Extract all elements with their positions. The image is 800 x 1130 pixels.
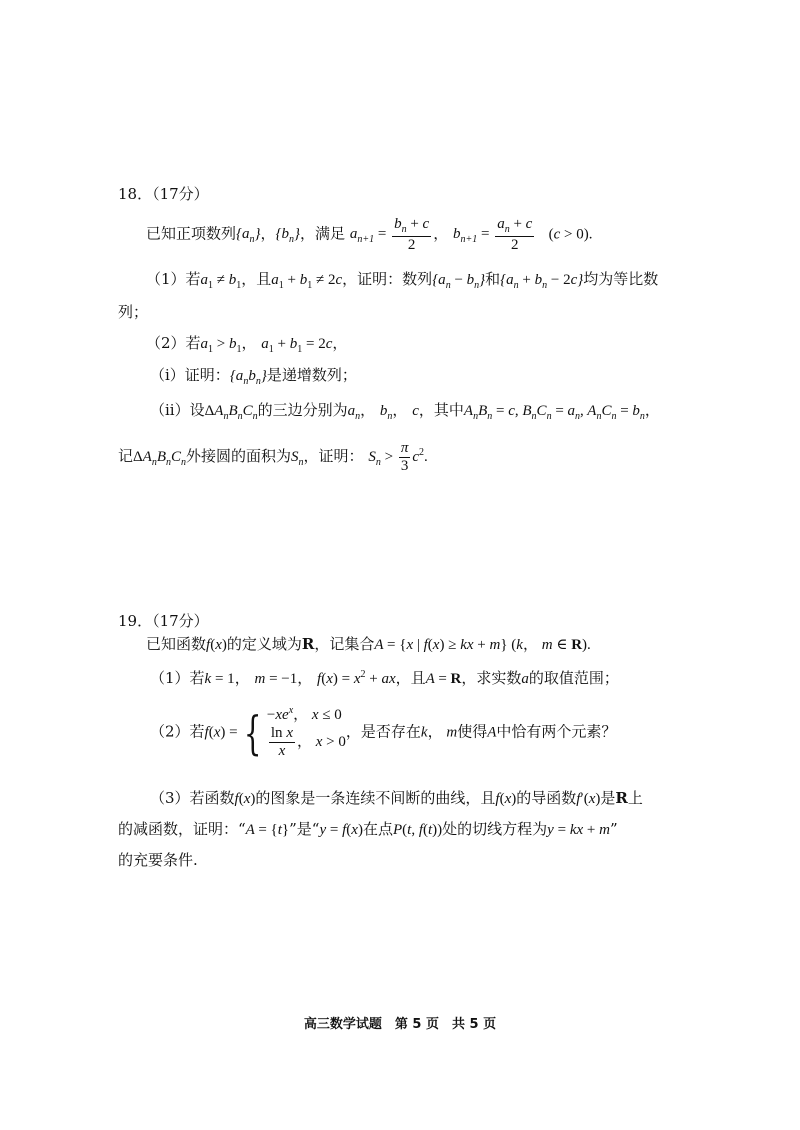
text: ”是“: [289, 820, 320, 838]
text: 的减函数，证明：“: [118, 820, 246, 838]
text: ，且: [241, 270, 272, 288]
text: ，且: [395, 669, 426, 687]
seq-b: $\{b_n\}$: [275, 226, 301, 246]
text: （3）若函数: [150, 789, 235, 807]
text: ，证明：数列: [342, 270, 433, 288]
q18-satisfy: 满足: [315, 224, 346, 243]
q18-part1-lead: （1）若: [146, 270, 201, 288]
q18-part1-wrap: 列；: [118, 303, 149, 321]
formula: R: [301, 635, 315, 653]
brace: {: [243, 705, 262, 760]
text: 均为等比数: [583, 270, 659, 288]
formula: k， m: [420, 724, 458, 741]
formula: A = {x | f(x) ≥ kx + m} (k， m ∈ R).: [374, 637, 591, 653]
text: 的取值范围；: [528, 669, 619, 687]
text: 中恰有两个元素？: [496, 722, 617, 741]
q19-header: 19．（17分）: [118, 612, 209, 630]
q19-part2: [150, 705, 616, 760]
formula: A: [487, 724, 497, 741]
text: （i）证明：: [150, 366, 230, 384]
formula: $a_n$: [347, 403, 361, 422]
text: ，其中: [418, 401, 464, 419]
formula: c: [412, 403, 419, 419]
text: 处的切线方程为: [442, 820, 548, 838]
text: 记: [118, 447, 134, 466]
text: 的图象是一条连续不间断的曲线，且: [255, 789, 496, 807]
formula: P(t, f(t)): [392, 822, 443, 838]
text: ，证明：: [303, 447, 364, 466]
text: ，记集合: [314, 635, 375, 653]
text: （1）若: [150, 669, 205, 687]
q18-part2-ii-wrap: [118, 440, 428, 476]
q19-part3: [150, 789, 643, 808]
formula: A = R: [425, 671, 462, 687]
formula: y = f(x): [319, 822, 363, 838]
q19-part3-wrap: [118, 820, 618, 839]
q18-intro-text: 已知正项数列: [146, 224, 237, 243]
q18-part1: [146, 270, 658, 292]
formula: $\Delta A_nB_nC_n$: [133, 449, 187, 469]
seq-a: $\{a_n\}$: [236, 226, 261, 246]
text: ，求实数: [461, 669, 522, 687]
sep: ，: [260, 224, 276, 243]
formula: $b_n$: [379, 403, 393, 422]
formula: k = 1: [204, 671, 235, 687]
formula: $a_1 + b_1 = 2c$: [261, 336, 333, 355]
formula: $a_1 > b_1$: [200, 336, 242, 355]
text: 和: [485, 270, 501, 288]
formula: $\{a_nb_n\}$: [229, 368, 267, 387]
q18-part2: （2）若$a_1 > b_1$， $a_1 + b_1 = 2c$，: [146, 334, 348, 355]
text: ”: [609, 820, 618, 838]
formula: $a_1 \ne b_1$: [200, 272, 242, 291]
text: 的定义域为: [226, 635, 302, 653]
text: （ii）设: [150, 401, 205, 419]
text: 是递增数列；: [266, 366, 357, 384]
text: 在点: [362, 820, 393, 838]
formula: $\{a_n + b_n - 2c\}$: [500, 272, 584, 291]
formula: f(x): [234, 791, 256, 807]
formula: $\{a_n - b_n\}$: [432, 272, 486, 291]
formula: A = {t}: [245, 822, 290, 838]
text: （2）若: [146, 334, 201, 352]
formula: y = kx + m: [547, 822, 610, 838]
sep: ，: [300, 224, 316, 243]
formula: f(x): [495, 791, 517, 807]
recurrence-b: $b_{n+1}$ = $\frac{a_n + c}{2}$: [452, 216, 533, 253]
q18-intro: 已知正项数列$\{a_n\}$，$\{b_n\}$，满足 $a_{n+1}$ = $\frac{b_n + c}{2}$ ， $b_{n+1}$ = $\frac{a_n + c}{2}$ (c > 0).: [146, 216, 593, 253]
text: 的三边分别为: [257, 401, 348, 419]
condition-c: (c > 0).: [548, 226, 593, 243]
q19-part1: （1）若k = 1， m = −1， $f(x) = x^2$ + ax，且A = R，求实数a的取值范围；: [150, 669, 619, 687]
formula: f(x): [206, 637, 227, 653]
text: 已知函数: [146, 635, 207, 653]
formula: a: [521, 671, 529, 687]
q19-intro: [146, 635, 591, 654]
text: 上: [627, 789, 643, 807]
formula: $f(x) = x^2$ + ax: [317, 669, 396, 687]
text: ，是否存在: [345, 722, 421, 741]
formula: f(x) =: [204, 724, 238, 741]
formula: $A_nB_n = c$, $B_nC_n = a_n$, $A_nC_n = b_n$: [463, 403, 645, 422]
text: 使得: [457, 722, 488, 741]
formula: f′(x): [576, 791, 601, 807]
text: 是: [600, 789, 616, 807]
text: 外接圆的面积为: [186, 447, 292, 466]
formula: R: [615, 789, 628, 807]
text: 的导函数: [516, 789, 577, 807]
q19-part3-last: 的充要条件.: [118, 851, 198, 869]
q18-header: 18．（17分）: [118, 185, 209, 203]
formula: $S_n$: [291, 449, 304, 469]
formula: $a_1 + b_1 \ne 2c$: [271, 272, 343, 291]
formula: m = −1: [254, 671, 298, 687]
page-footer: 高三数学试题 第 5 页 共 5 页: [303, 1017, 497, 1032]
formula: $\Delta A_nB_nC_n$: [204, 403, 258, 422]
inequality: $S_n$ > $\frac{\pi}{3}$ $c^2$.: [368, 440, 428, 475]
piecewise: $-xe^x$， x ≤ 0 $\frac{\text{ln x}}{x}$ ， x > 0: [266, 705, 346, 759]
text: （2）若: [150, 722, 205, 741]
recurrence-a: $a_{n+1}$ = $\frac{b_n + c}{2}$: [349, 216, 430, 253]
q18-part2-ii: （ii）设$\Delta A_nB_nC_n$的三边分别为$a_n$， $b_n$， c，其中$A_nB_n = c$, $B_nC_n = a_n$, $A_nC_n = b_n$，: [150, 401, 660, 422]
q18-part2-i: [150, 366, 357, 388]
